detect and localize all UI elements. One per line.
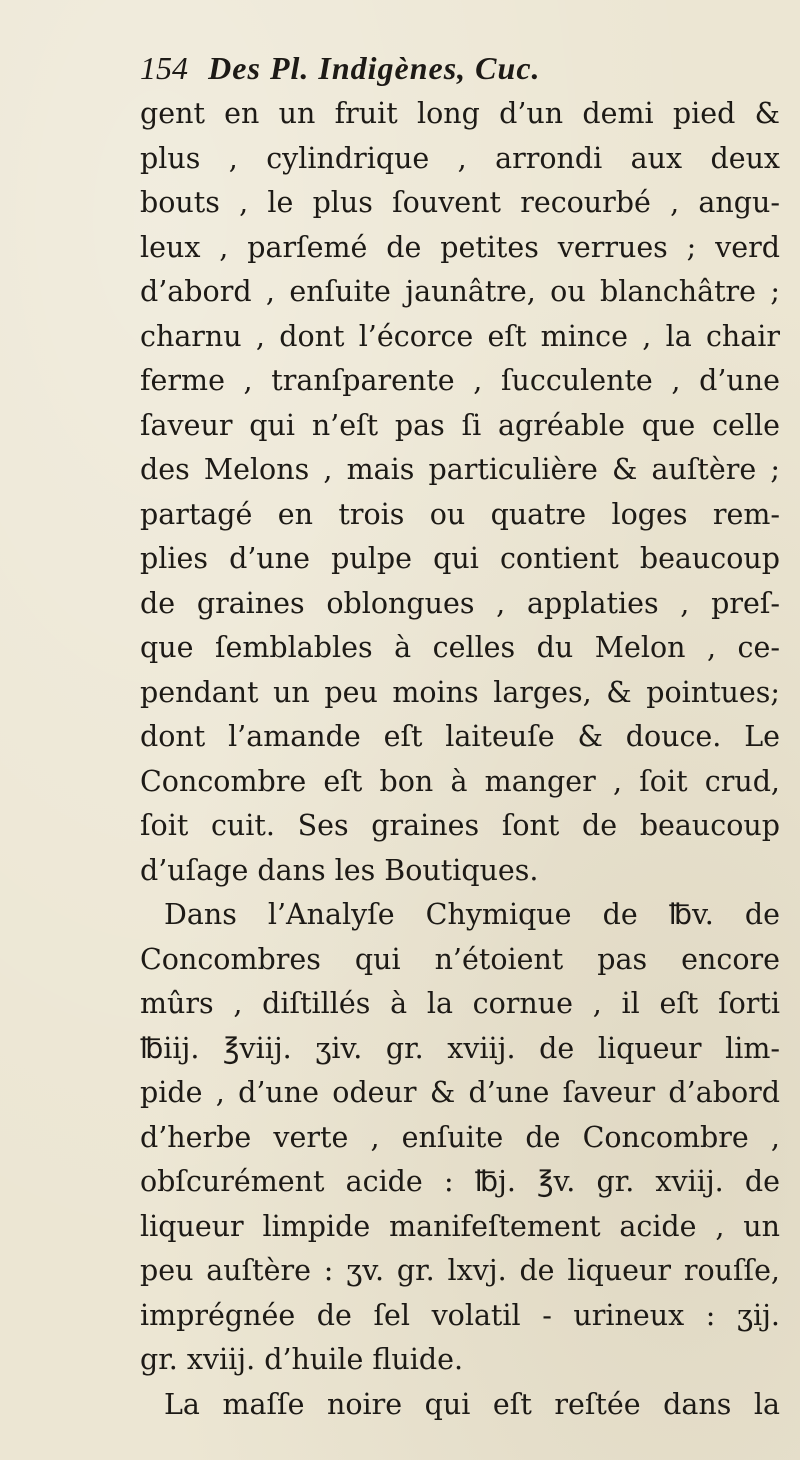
text-line: gr. xviij. d’huile fluide. <box>140 1343 464 1376</box>
text-line: Dans l’Analyſe Chymique de ℔v. de <box>164 898 780 931</box>
text-line: gent en un fruit long d’un demi pied & <box>140 97 780 130</box>
text-line: que ſemblables à celles du Melon , ce- <box>140 631 780 664</box>
text-line: d’uſage dans les Boutiques. <box>140 853 539 887</box>
text-line: dont l’amande eſt laiteuſe & douce. Le <box>140 720 780 753</box>
text-line: liqueur limpide manifeſtement acide , un <box>140 1209 780 1243</box>
text-line: peu auſtère : ʒv. gr. lxvj. de liqueur rouſſe, <box>140 1254 780 1287</box>
text-line: ſoit cuit. Ses graines ſont de beaucoup <box>140 809 780 842</box>
text-line: Concombre eſt bon à manger , ſoit crud, <box>140 764 780 798</box>
text-line: de graines oblongues , applaties , preſ- <box>140 586 780 620</box>
text-line: plus , cylindrique , arrondi aux deux <box>140 141 780 175</box>
text-line: pide , d’une odeur & d’une ſaveur d’abord <box>140 1076 780 1109</box>
text-line: La maſſe noire qui eſt reſtée dans la <box>164 1387 780 1421</box>
text-line: leux , parſemé de petites verrues ; verd <box>140 230 780 264</box>
body-text <box>140 92 780 1427</box>
text-line: ℔iij. ℥viij. ʒiv. gr. xviij. de liqueur lim- <box>140 1031 780 1065</box>
text-line: des Melons , mais particulière & auſtère ; <box>140 453 780 486</box>
text-line: obſcurément acide : ℔j. ℥v. gr. xviij. de <box>140 1165 780 1198</box>
running-title: Des Pl. Indigènes, Cuc. <box>208 50 541 86</box>
text-line: d’herbe verte , enſuite de Concombre , <box>140 1120 780 1154</box>
text-line: charnu , dont l’écorce eſt mince , la chair <box>140 319 780 353</box>
text-line: imprégnée de ſel volatil - urineux : ʒij. <box>140 1298 780 1332</box>
text-line: ferme , tranſparente , ſucculente , d’une <box>140 364 780 397</box>
text-line: mûrs , diſtillés à la cornue , il eſt ſorti <box>140 987 780 1020</box>
page-number: 154 <box>140 50 188 86</box>
text-line: d’abord , enſuite jaunâtre, ou blanchâtre ; <box>140 275 780 308</box>
text-line: Concombres qui n’étoient pas encore <box>140 942 780 976</box>
page-header <box>140 44 780 92</box>
text-line: ſaveur qui n’eſt pas ſi agréable que celle <box>140 408 780 442</box>
text-line: pendant un peu moins larges, & pointues; <box>140 675 780 709</box>
text-line: partagé en trois ou quatre loges rem- <box>140 497 780 531</box>
text-line: plies d’une pulpe qui contient beaucoup <box>140 542 780 575</box>
text-line: bouts , le plus ſouvent recourbé , angu- <box>140 186 780 219</box>
